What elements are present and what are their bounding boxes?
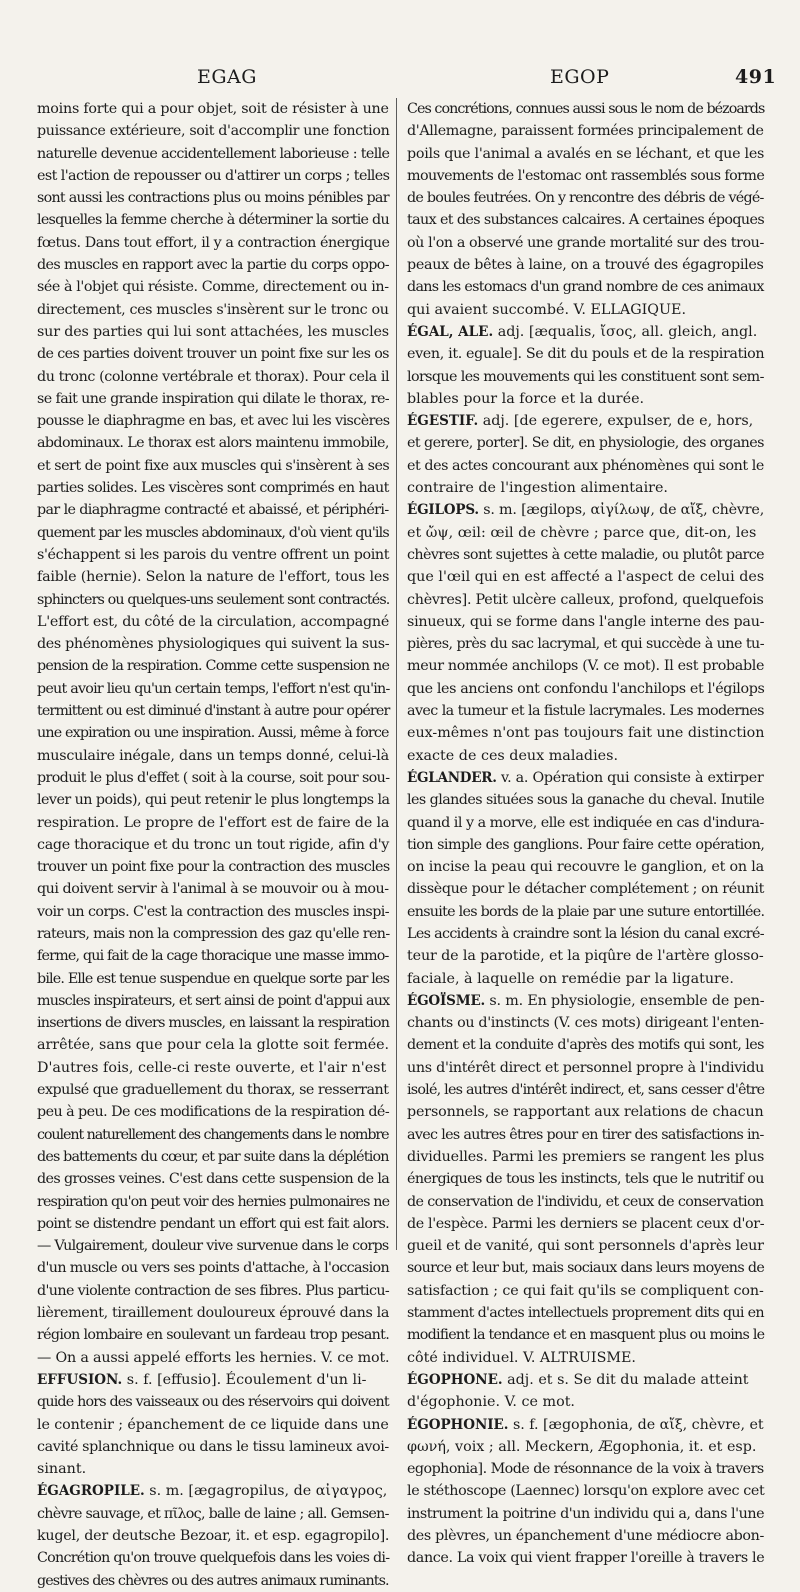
text-line — [37, 120, 389, 142]
line-text: gestives des chèvres ou des autres animaux ruminants. — [37, 1572, 389, 1589]
text-line — [37, 968, 389, 990]
text-line — [407, 745, 764, 767]
line-text: v. a. Opération qui consiste à extirper — [496, 769, 764, 786]
line-text: L'effort est, du côté de la circulation, accompagné — [37, 613, 390, 630]
text-line — [37, 1124, 389, 1146]
text-line — [37, 388, 389, 410]
text-line — [37, 1525, 389, 1547]
line-text: peu à peu. De ces modifications de la respiration dé- — [37, 1104, 390, 1121]
text-line — [407, 566, 764, 588]
text-line — [407, 499, 764, 521]
text-line — [407, 678, 764, 700]
text-line — [37, 209, 389, 231]
text-line — [407, 945, 764, 967]
line-text: moins forte qui a pour objet, soit de résister à une — [37, 101, 389, 117]
line-text: avec les autres êtres pour en tirer des satisfactions in- — [407, 1126, 764, 1143]
text-line — [37, 1347, 389, 1369]
line-text: dance. La voix qui vient frapper l'oreille à travers le — [407, 1550, 765, 1567]
line-text: teur de la parotide, et la piqûre de l'artère glosso- — [407, 948, 764, 965]
text-line — [37, 901, 389, 923]
line-text: de conservation de l'individu, et ceux de conservation — [407, 1193, 764, 1210]
text-line — [407, 812, 764, 834]
line-text: dissèque pour le détacher complétement ; on réunit — [407, 881, 764, 898]
line-text: pension de la respiration. Comme cette suspension ne — [37, 658, 390, 675]
text-line — [407, 655, 764, 677]
line-text: kugel, der deutsche Bezoar, it. et esp. egagropilo]. — [37, 1528, 390, 1544]
line-text: de l'espèce. Parmi les derniers se placent ceux d'or- — [407, 1215, 765, 1232]
line-text: où l'on a observé une grande mortalité sur des trou- — [407, 234, 764, 251]
line-text: adj. [æqualis, ἴσος, all. gleich, angl. — [493, 323, 758, 340]
line-text: — Vulgairement, douleur vive survenue dans le corps — [37, 1238, 389, 1255]
line-text: des phénomènes physiologiques qui suivent la sus- — [37, 636, 390, 653]
line-text: faible (hernie). Selon la nature de l'effort, tous les — [37, 569, 390, 586]
text-line — [407, 878, 764, 900]
text-line — [37, 410, 389, 432]
text-line — [37, 254, 389, 276]
text-line — [407, 789, 764, 811]
text-line — [407, 388, 764, 410]
text-line — [37, 522, 389, 544]
line-text: pières, près du sac lacrymal, et qui succède à une tu- — [407, 636, 764, 653]
line-text: respiration qu'on peut voir des hernies pulmonaires ne — [37, 1193, 390, 1210]
text-line — [37, 1280, 389, 1302]
line-text: est l'action de repousser ou d'attirer un corps ; telles — [37, 167, 390, 184]
entry-headword: ÉGESTIF. — [407, 413, 479, 430]
line-text: sur des parties qui lui sont attachées, les muscles — [37, 323, 389, 340]
line-text: ferme, qui fait de la cage thoracique une masse immo- — [37, 948, 389, 965]
line-text: respiration. Le propre de l'effort est de faire de la — [37, 814, 390, 831]
text-line — [407, 722, 764, 744]
text-line — [407, 187, 764, 209]
line-text: les glandes situées sous la ganache du cheval. Inutile — [407, 792, 765, 809]
line-text: se fait une grande inspiration qui dilate le thorax, re- — [37, 390, 390, 407]
line-text: chèvres sont sujettes à cette maladie, ou plutôt parce — [407, 546, 765, 563]
line-text: des muscles en rapport avec la partie du corps oppo- — [37, 257, 389, 274]
text-line — [407, 321, 764, 343]
line-text: muscles inspirateurs, et sert ainsi de point d'appui aux — [37, 992, 390, 1009]
line-text: expulsé que graduellement du thorax, se resserrant — [37, 1082, 389, 1099]
page-number: 491 — [735, 66, 777, 88]
text-line — [37, 276, 389, 298]
text-line — [407, 1012, 764, 1034]
text-line — [37, 1168, 389, 1190]
line-text: le contenir ; épanchement de ce liquide dans une — [37, 1416, 389, 1433]
line-text: quement par les muscles abdominaux, d'où vient qu'ils — [37, 524, 389, 541]
line-text: d'égophonie. V. ce mot. — [407, 1394, 575, 1411]
text-line — [37, 299, 389, 321]
text-line — [407, 455, 764, 477]
line-text: contraire de l'ingestion alimentaire. — [407, 480, 668, 497]
line-text: on incise la peau qui recouvre le ganglion, et on la — [407, 859, 764, 876]
line-text: sphincters ou quelques-uns seulement sont contractés. — [37, 591, 390, 608]
line-text: exacte de ces deux maladies. — [407, 747, 618, 764]
text-line — [37, 678, 389, 700]
text-line — [407, 477, 764, 499]
line-text: pousse le diaphragme en bas, et avec lui les viscères — [37, 413, 390, 430]
text-line — [37, 834, 389, 856]
line-text: φωνή, voix ; all. Meckern, Ægophonia, it. et esp. — [407, 1438, 757, 1455]
line-text: s. f. [effusio]. Écoulement d'un li- — [122, 1371, 367, 1388]
line-text: s. f. [ægophonia, de αἴξ, chèvre, et — [508, 1416, 764, 1433]
line-text: avec la tumeur et la fistule lacrymales. Les modernes — [407, 703, 764, 720]
text-line — [407, 700, 764, 722]
line-text: lever un poids), qui peut retenir le plus longtemps la — [37, 792, 390, 809]
text-line — [407, 633, 764, 655]
entry-headword: ÉGOÏSME. — [407, 992, 486, 1009]
text-line — [407, 767, 764, 789]
line-text: dement et la conduite d'après des motifs qui sont, les — [407, 1037, 764, 1054]
text-line — [407, 1257, 764, 1279]
text-line — [37, 745, 389, 767]
text-line — [407, 98, 764, 120]
text-line — [37, 1191, 389, 1213]
text-line — [37, 856, 389, 878]
text-line — [37, 1436, 389, 1458]
text-line — [407, 1324, 764, 1346]
line-text: isolé, les autres d'intérêt indirect, et, sans cesser d'être — [407, 1082, 765, 1099]
line-text: trouver un point fixe pour la contraction des muscles — [37, 859, 390, 876]
text-line — [37, 1057, 389, 1079]
text-line — [407, 856, 764, 878]
text-line — [37, 1213, 389, 1235]
line-text: et gerere, porter]. Se dit, en physiologie, des organes — [407, 435, 764, 452]
text-line — [407, 589, 764, 611]
line-text: termittent ou est diminué d'instant à autre pour opérer — [37, 703, 390, 720]
line-text: fœtus. Dans tout effort, il y a contraction énergique — [37, 234, 390, 251]
line-text: énergiques de tous les instincts, tels que le nutritif ou — [407, 1171, 764, 1188]
text-line — [37, 789, 389, 811]
text-line — [37, 1079, 389, 1101]
text-line — [37, 722, 389, 744]
line-text: satisfaction ; ce qui fait qu'ils se compliquent con- — [407, 1282, 764, 1299]
text-line — [37, 1324, 389, 1346]
line-text: meur nommée anchilops (V. ce mot). Il est probable — [407, 658, 765, 675]
text-line — [37, 366, 389, 388]
text-line — [37, 143, 389, 165]
column-divider — [396, 98, 397, 1250]
entry-headword: ÉGOPHONIE. — [407, 1416, 509, 1433]
line-text: que les anciens ont confondu l'anchilops et l'égilops — [407, 680, 765, 697]
line-text: puissance extérieure, soit d'accomplir une fonction — [37, 123, 390, 140]
text-line — [37, 878, 389, 900]
text-line — [407, 120, 764, 142]
line-text: de ces parties doivent trouver un point fixe sur les os — [37, 346, 389, 363]
text-line — [37, 499, 389, 521]
line-text: voir un corps. C'est la contraction des muscles inspi- — [37, 903, 390, 920]
text-line — [37, 1458, 389, 1480]
text-line — [37, 945, 389, 967]
text-line — [37, 165, 389, 187]
line-text: des grosses veines. C'est dans cette suspension de la — [37, 1171, 390, 1188]
line-text: d'un muscle ou vers ses points d'attache, à l'occasion — [37, 1260, 390, 1277]
line-text: dans les estomacs d'un grand nombre de ces animaux — [407, 279, 764, 296]
right-column — [407, 98, 764, 1570]
text-line — [37, 655, 389, 677]
line-text: cage thoracique et du tronc un tout rigide, afin d'y — [37, 836, 390, 853]
entry-headword: EFFUSION. — [37, 1371, 123, 1388]
text-line — [37, 1101, 389, 1123]
text-line — [37, 589, 389, 611]
text-line — [407, 1525, 764, 1547]
line-text: parties solides. Les viscères sont comprimés en haut — [37, 480, 389, 497]
line-text: taux et des substances calcaires. A certaines époques — [407, 212, 765, 229]
line-text: lièrement, tiraillement douloureux éprouvé dans la — [37, 1305, 390, 1322]
text-line — [407, 1347, 764, 1369]
line-text: D'autres fois, celle-ci reste ouverte, et l'air n'est — [37, 1059, 387, 1076]
text-line — [407, 544, 764, 566]
line-text: et ὤψ, œil: œil de chèvre ; parce que, dit-on, les — [407, 524, 757, 541]
text-line — [37, 1146, 389, 1168]
line-text: source et leur but, mais sociaux dans leurs moyens de — [407, 1260, 765, 1277]
line-text: le stéthoscope (Laennec) lorsqu'on explore avec cet — [407, 1483, 765, 1500]
line-text: arrêtée, sans que pour cela la glotte soit fermée. — [37, 1037, 390, 1054]
text-line — [407, 1213, 764, 1235]
line-text: lorsque les mouvements qui les constituent sont sem- — [407, 368, 764, 385]
line-text: cavité splanchnique ou dans le tissu lamineux avoi- — [37, 1438, 389, 1455]
text-line — [407, 343, 764, 365]
text-line — [37, 1257, 389, 1279]
entry-headword: ÉGILOPS. — [407, 502, 479, 519]
line-text: rateurs, mais non la compression des gaz qu'elle ren- — [37, 925, 390, 942]
text-line — [407, 1436, 764, 1458]
text-line — [37, 187, 389, 209]
line-text: personnels, se rapportant aux relations de chacun — [407, 1104, 764, 1121]
line-text: s. m. En physiologie, ensemble de pen- — [485, 992, 765, 1009]
text-line — [37, 566, 389, 588]
line-text: qui avaient succombé. V. ELLAGIQUE. — [407, 301, 687, 318]
line-text: instrument la poitrine d'un individu qui a, dans l'une — [407, 1505, 765, 1522]
text-line — [407, 1369, 764, 1391]
line-text: côté individuel. V. ALTRUISME. — [407, 1349, 636, 1366]
line-text: quand il y a morve, elle est indiquée en cas d'indura- — [407, 814, 764, 831]
text-line — [37, 1012, 389, 1034]
text-line — [37, 1503, 389, 1525]
text-line — [407, 1079, 764, 1101]
text-line — [407, 165, 764, 187]
line-text: Les accidents à craindre sont la lésion du canal excré- — [407, 925, 764, 942]
line-text: insertions de divers muscles, en laissant la respiration — [37, 1015, 390, 1032]
text-line — [407, 1235, 764, 1257]
text-line — [407, 1280, 764, 1302]
text-line — [407, 1503, 764, 1525]
line-text: tion simple des ganglions. Pour faire cette opération, — [407, 836, 765, 853]
text-line — [37, 923, 389, 945]
text-line — [37, 1369, 389, 1391]
line-text: sont aussi les contractions plus ou moins pénibles par — [37, 190, 389, 207]
text-line — [407, 968, 764, 990]
line-text: s. m. [ægagropilus, de αἰγαγρος, — [144, 1483, 388, 1500]
line-text: des plèvres, un épanchement d'une médiocre abon- — [407, 1528, 765, 1544]
line-text: sinueux, qui se forme dans l'angle interne des pau- — [407, 613, 765, 630]
text-line — [37, 1302, 389, 1324]
line-text: lesquelles la femme cherche à déterminer la sortie du — [37, 212, 389, 229]
text-line — [37, 767, 389, 789]
line-text: que l'œil qui en est affecté a l'aspect de celui des — [407, 569, 765, 586]
entry-headword: ÉGLANDER. — [407, 769, 497, 786]
line-text: d'une violente contraction de ses fibres. Plus particu- — [37, 1282, 390, 1299]
line-text: s. m. [ægilops, αἰγίλωψ, de αἴξ, chèvre, — [478, 502, 765, 519]
text-line — [407, 299, 764, 321]
line-text: faciale, à laquelle on remédie par la ligature. — [407, 970, 734, 987]
line-text: chèvres]. Petit ulcère calleux, profond, quelquefois — [407, 591, 764, 608]
text-line — [407, 990, 764, 1012]
line-text: gueil et de vanité, qui sont personnels d'après leur — [407, 1238, 764, 1255]
left-running-head: EGAG — [197, 66, 257, 88]
text-line — [37, 1480, 389, 1502]
line-text: eux-mêmes n'ont pas toujours fait une distinction — [407, 725, 765, 742]
text-line — [407, 1414, 764, 1436]
text-line — [37, 232, 389, 254]
text-line — [407, 901, 764, 923]
text-line — [37, 98, 389, 120]
text-line — [407, 143, 764, 165]
line-text: adj. [de egerere, expulser, de e, hors, — [478, 413, 754, 430]
left-column — [37, 98, 389, 1592]
line-text: sinant. — [37, 1461, 87, 1478]
text-line — [37, 1391, 389, 1413]
text-line — [407, 611, 764, 633]
line-text: par le diaphragme contracté et abaissé, et périphéri- — [37, 502, 389, 519]
text-line — [407, 1391, 764, 1413]
text-line — [37, 1570, 389, 1592]
line-text: peaux de bêtes à laine, on a trouvé des égagropiles — [407, 257, 764, 274]
line-text: ensuite les bords de la plaie par une suture entortillée. — [407, 903, 765, 920]
line-text: Ces concrétions, connues aussi sous le nom de bézoards — [407, 101, 765, 117]
text-line — [407, 209, 764, 231]
line-text: poils que l'animal a avalés en se léchant, et que les — [407, 145, 765, 162]
text-line — [407, 1101, 764, 1123]
line-text: stamment d'actes intellectuels proprement dits qui en — [407, 1305, 764, 1322]
line-text: point se distendre pendant un effort qui est fait alors. — [37, 1215, 390, 1232]
line-text: de boules feutrées. On y rencontre des débris de végé- — [407, 190, 764, 207]
entry-headword: ÉGAL, ALE. — [407, 323, 494, 340]
text-line — [407, 923, 764, 945]
text-line — [37, 700, 389, 722]
line-text: dividuelles. Parmi les premiers se rangent les plus — [407, 1148, 765, 1165]
text-line — [407, 410, 764, 432]
text-line — [407, 1480, 764, 1502]
entry-headword: ÉGOPHONE. — [407, 1371, 503, 1388]
text-line — [37, 455, 389, 477]
text-line — [37, 321, 389, 343]
text-line — [407, 1057, 764, 1079]
text-line — [37, 477, 389, 499]
line-text: Concrétion qu'on trouve quelquefois dans les voies di- — [37, 1550, 390, 1567]
text-line — [407, 1146, 764, 1168]
line-text: bile. Elle est tenue suspendue en quelque sorte par les — [37, 970, 390, 987]
line-text: chèvre sauvage, et πῖλος, balle de laine ; all. Gemsen- — [37, 1505, 389, 1522]
line-text: directement, ces muscles s'insèrent sur le tronc ou — [37, 301, 389, 318]
text-line — [37, 544, 389, 566]
line-text: région lombaire en soulevant un fardeau trop pesant. — [37, 1327, 390, 1344]
line-text: mouvements de l'estomac ont rassemblés sous forme — [407, 167, 765, 184]
line-text: d'Allemagne, paraissent formées principalement de — [407, 123, 764, 140]
line-text: adj. et s. Se dit du malade atteint — [502, 1371, 749, 1388]
text-line — [37, 343, 389, 365]
line-text: des battements du cœur, et par suite dans la déplétion — [37, 1148, 389, 1165]
line-text: even, it. eguale]. Se dit du pouls et de la respiration — [407, 346, 765, 363]
text-line — [37, 990, 389, 1012]
text-line — [407, 1034, 764, 1056]
line-text: du tronc (colonne vertébrale et thorax). Pour cela il — [37, 368, 390, 385]
line-text: une expiration ou une inspiration. Aussi, même à force — [37, 725, 389, 742]
line-text: coulent naturellement des changements dans le nombre — [37, 1126, 389, 1143]
right-running-head: EGOP — [550, 66, 610, 88]
text-line — [407, 1168, 764, 1190]
text-line — [37, 1547, 389, 1569]
line-text: — On a aussi appelé efforts les hernies. V. ce mot. — [37, 1349, 390, 1366]
text-line — [407, 432, 764, 454]
text-line — [407, 1458, 764, 1480]
text-line — [407, 232, 764, 254]
line-text: naturelle devenue accidentellement laborieuse : telle — [37, 145, 390, 162]
text-line — [37, 1034, 389, 1056]
line-text: uns d'intérêt direct et personnel propre à l'individu — [407, 1059, 765, 1076]
line-text: produit le plus d'effet ( soit à la course, soit pour sou- — [37, 769, 390, 786]
line-text: et sert de point fixe aux muscles qui s'insèrent à ses — [37, 457, 390, 474]
text-line — [407, 1547, 764, 1569]
line-text: musculaire inégale, dans un temps donné, celui-là — [37, 747, 389, 764]
text-line — [37, 432, 389, 454]
line-text: blables pour la force et la durée. — [407, 390, 645, 407]
line-text: sée à l'objet qui résiste. Comme, directement ou in- — [37, 279, 389, 296]
text-line — [407, 1191, 764, 1213]
line-text: abdominaux. Le thorax est alors maintenu immobile, — [37, 435, 389, 452]
line-text: qui doivent servir à l'animal à se mouvoir ou à mou- — [37, 881, 389, 898]
entry-headword: ÉGAGROPILE. — [37, 1483, 145, 1500]
line-text: et des actes concourant aux phénomènes qui sont le — [407, 457, 764, 474]
running-header — [0, 66, 800, 90]
line-text: chants ou d'instincts (V. ces mots) dirigeant l'enten- — [407, 1015, 764, 1032]
text-line — [407, 834, 764, 856]
text-line — [407, 254, 764, 276]
text-line — [37, 812, 389, 834]
line-text: egophonia]. Mode de résonnance de la voix à travers — [407, 1461, 764, 1478]
text-line — [37, 1235, 389, 1257]
line-text: quide hors des vaisseaux ou des réservoirs qui doivent — [37, 1394, 389, 1411]
text-line — [407, 366, 764, 388]
text-line — [407, 522, 764, 544]
text-line — [407, 276, 764, 298]
text-line — [407, 1302, 764, 1324]
text-line — [37, 633, 389, 655]
text-line — [37, 1414, 389, 1436]
text-line — [407, 1124, 764, 1146]
text-line — [37, 611, 389, 633]
line-text: modifient la tendance et en masquent plus ou moins le — [407, 1327, 765, 1344]
line-text: peut avoir lieu qu'un certain temps, l'effort n'est qu'in- — [37, 680, 390, 697]
line-text: s'échappent si les parois du ventre offrent un point — [37, 546, 390, 563]
